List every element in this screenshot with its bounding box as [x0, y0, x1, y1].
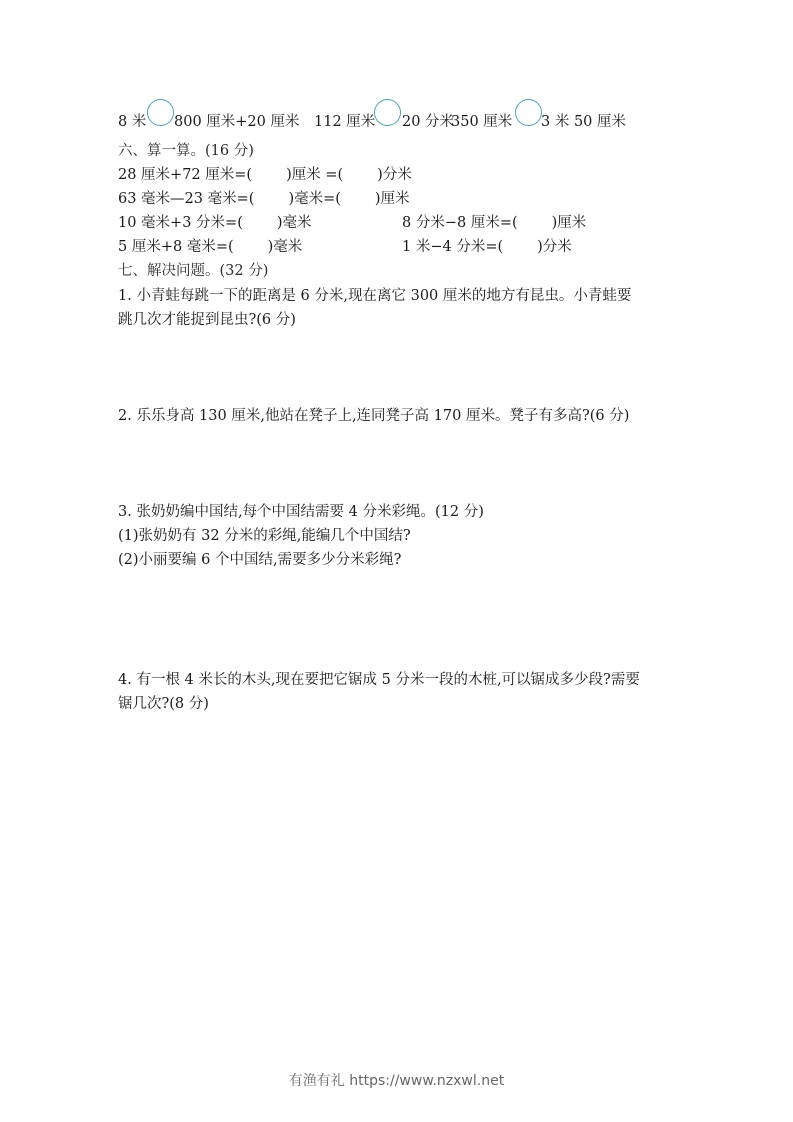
problem-3-line-2: (1)张奶奶有 32 分米的彩绳,能编几个中国结? [118, 528, 411, 544]
calc-1-b: )厘米 =( [286, 167, 344, 183]
compare-circle-2[interactable] [374, 99, 401, 126]
problem-3-line-1: 3. 张奶奶编中国结,每个中国结需要 4 分米彩绳。(12 分) [118, 504, 484, 520]
problem-1-line-1: 1. 小青蛙每跳一下的距离是 6 分米,现在离它 300 厘米的地方有昆虫。小青蛙要 [118, 288, 632, 304]
calc-3-left-a: 10 毫米+3 分米=( [118, 215, 243, 231]
compare-1-right: 800 厘米+20 厘米 [174, 114, 300, 130]
calc-2-a: 63 毫米—23 毫米=( [118, 191, 255, 207]
calc-3-right-b: )厘米 [551, 215, 587, 231]
section6-heading: 六、算一算。(16 分) [118, 143, 254, 159]
problem-4-line-2: 锯几次?(8 分) [118, 696, 209, 712]
problem-4-line-1: 4. 有一根 4 米长的木头,现在要把它锯成 5 分米一段的木桩,可以锯成多少段?需要 [118, 672, 640, 688]
compare-3-right: 3 米 50 厘米 [541, 114, 627, 130]
calc-3-left-b: )毫米 [276, 215, 312, 231]
compare-1-left: 8 米 [118, 114, 147, 130]
footer-watermark: 有渔有礼 https://www.nzxwl.net [288, 1073, 505, 1089]
calc-4-left-a: 5 厘米+8 毫米=( [118, 239, 234, 255]
problem-1-line-2: 跳几次才能捉到昆虫?(6 分) [118, 312, 296, 328]
calc-row-4 [118, 237, 718, 257]
calc-1-a: 28 厘米+72 厘米=( [118, 167, 253, 183]
calc-1-c: )分米 [377, 167, 412, 183]
compare-2-right: 20 分米 [402, 114, 455, 130]
compare-3-left: 350 厘米 [451, 114, 513, 130]
calc-4-left-b: )毫米 [267, 239, 303, 255]
calc-row-2 [118, 189, 410, 209]
compare-circle-3[interactable] [515, 99, 542, 126]
calc-4-right-b: )分米 [537, 239, 572, 255]
calc-2-c: )厘米 [374, 191, 410, 207]
compare-2-left: 112 厘米 [314, 114, 376, 130]
calc-4-right-a: 1 米−4 分米=( [402, 239, 504, 255]
calc-3-right-a: 8 分米−8 厘米=( [402, 215, 518, 231]
calc-2-b: )毫米=( [288, 191, 341, 207]
calc-row-3 [118, 213, 718, 233]
problem-3-line-3: (2)小丽要编 6 个中国结,需要多少分米彩绳? [118, 552, 402, 568]
section7-heading: 七、解决问题。(32 分) [118, 263, 269, 279]
problem-2-line-1: 2. 乐乐身高 130 厘米,他站在凳子上,连同凳子高 170 厘米。凳子有多高?(6 分) [118, 408, 630, 424]
compare-circle-1[interactable] [147, 99, 174, 126]
calc-row-1 [118, 165, 412, 185]
